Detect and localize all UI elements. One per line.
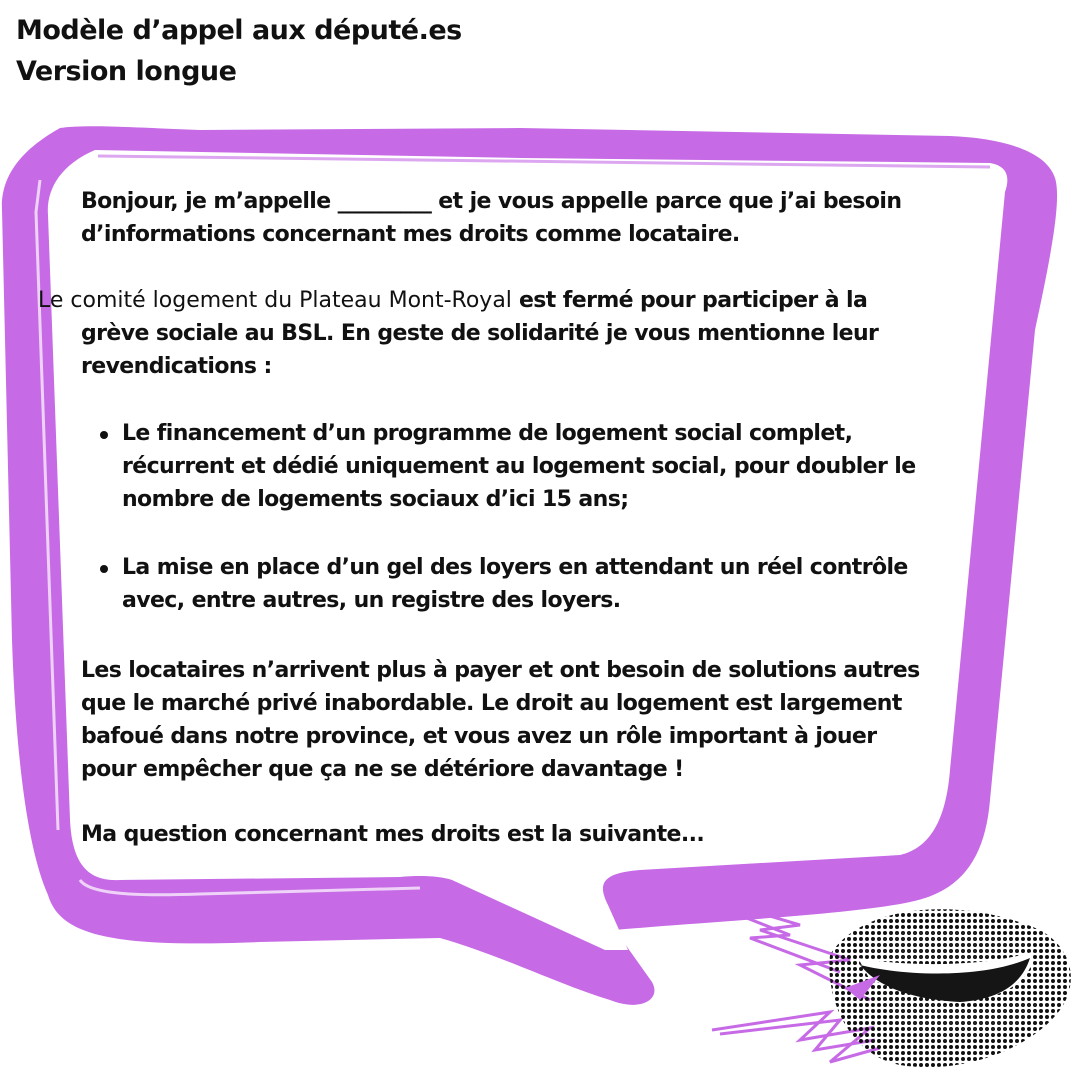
- committee-name: Le comité logement du Plateau Mont-Royal: [38, 288, 512, 313]
- committee-paragraph: [38, 284, 918, 383]
- intro-paragraph: Bonjour, je m’appelle _________ et je vous appelle parce que j’ai besoin d’informations concernant mes droits comme locataire.: [81, 189, 902, 247]
- committee-text-rest: grève sociale au BSL. En geste de solidarité je vous mentionne leur revendications :: [81, 321, 879, 379]
- demand-text: La mise en place d’un gel des loyers en attendant un réel contrôle avec, entre autres, un registre des loyers.: [122, 555, 908, 613]
- question-paragraph: Ma question concernant mes droits est la suivante...: [81, 822, 705, 847]
- list-item: [122, 417, 922, 516]
- demands-list-1: [122, 417, 922, 516]
- list-item: [122, 551, 922, 617]
- demands-list-2: [122, 551, 922, 617]
- context-paragraph: Les locataires n’arrivent plus à payer et ont besoin de solutions autres que le marché privé inabordable. Le droit au logement est largement bafoué dans notre province, et vous avez un rôle important à jouer pour empêcher que ça ne se détériore davantage !: [81, 658, 920, 782]
- bullet-icon: [100, 565, 108, 573]
- committee-text-start: est fermé pour participer à la: [518, 288, 868, 313]
- bullet-icon: [100, 431, 108, 439]
- demand-text: Le financement d’un programme de logement social complet, récurrent et dédié uniquement au logement social, pour doubler le nombre de logements sociaux d’ici 15 ans;: [122, 421, 916, 512]
- page-subtitle: Version longue: [16, 56, 237, 87]
- page-title: Modèle d’appel aux député.es: [16, 15, 462, 46]
